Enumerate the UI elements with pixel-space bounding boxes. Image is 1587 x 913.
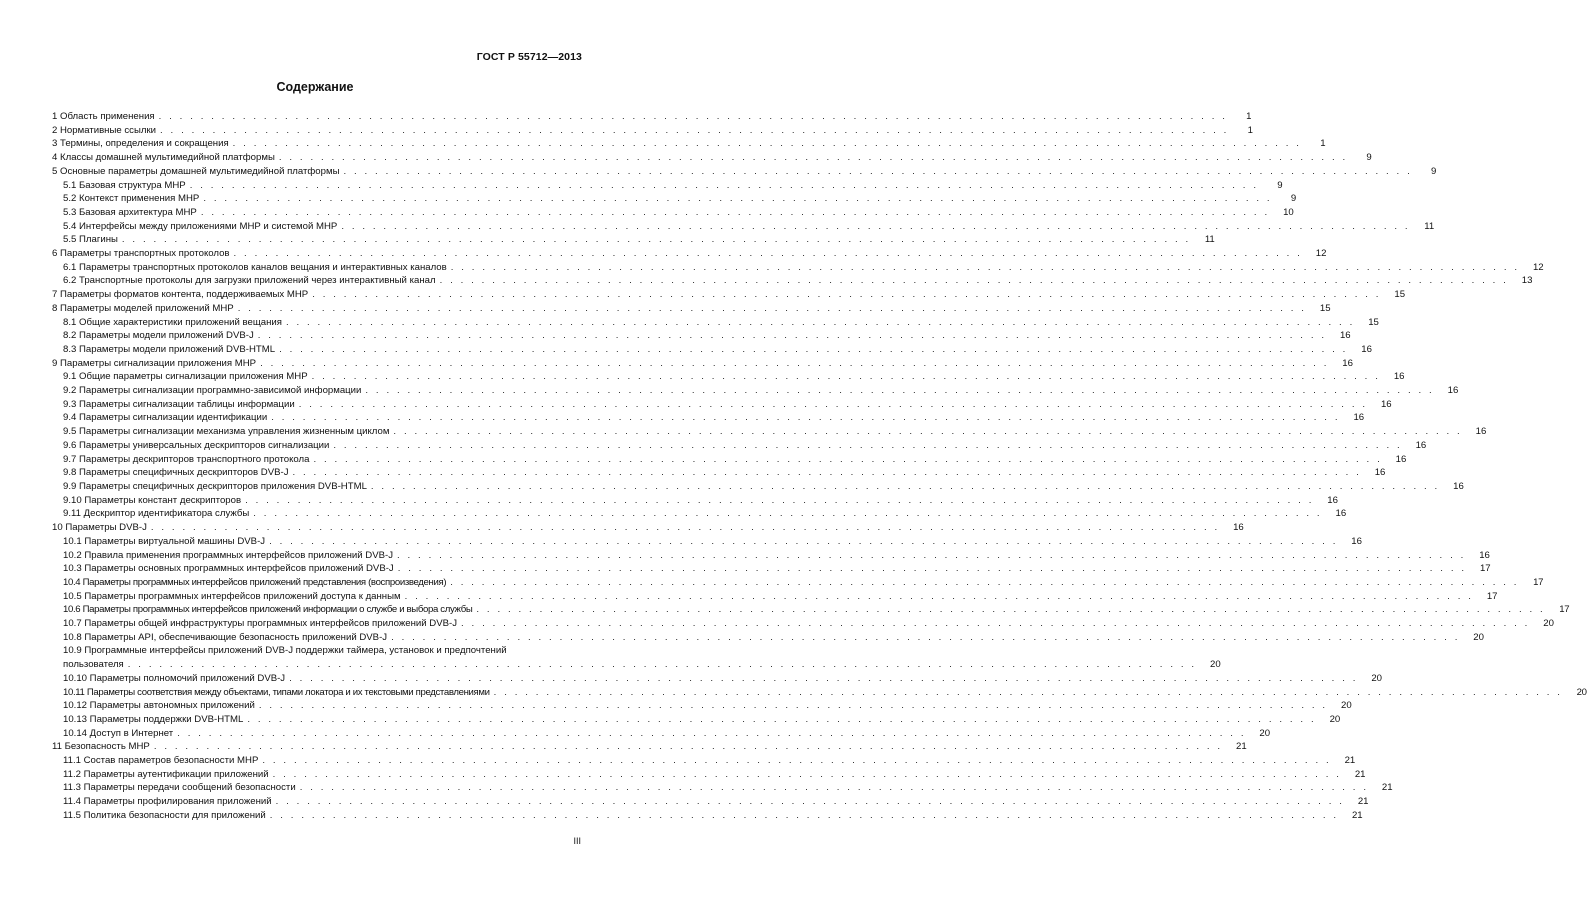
toc-entry-page: 16 [1327, 494, 1338, 506]
toc-entry-page: 21 [1236, 741, 1247, 753]
toc-entry[interactable] [52, 781, 1393, 795]
toc-entry-page: 1 [1247, 124, 1253, 136]
toc-entry-title: 3 Термины, определения и сокращения [52, 138, 229, 150]
toc-entry-page: 1 [1246, 111, 1252, 122]
toc-leader-dots: . . . . . . . . . . . . . . . . . . . . . . . . . . . . . . . . . . . . . . . . . . . . . . . . . . . . . . . . . . . . . . . . . . . . . . . . . . . . . . . . . . . . . . . . . . . . . . . . . . . . . . [450, 261, 1520, 273]
toc-entry-title: 10.12 Параметры автономных приложений [63, 700, 255, 712]
toc-entry[interactable] [52, 316, 1379, 330]
toc-entry-page: 16 [1233, 522, 1244, 534]
toc-leader-dots: . . . . . . . . . . . . . . . . . . . . . . . . . . . . . . . . . . . . . . . . . . . . . . . . . . . . . . . . . . . . . . . . . . . . . . . . . . . . . . . . . . . . . . . . . . . . . . . . . . . . . . [189, 179, 1259, 191]
toc-entry-title: 5.2 Контекст применения МНР [63, 193, 200, 205]
table-of-contents [52, 110, 1587, 823]
toc-leader-dots: . . . . . . . . . . . . . . . . . . . . . . . . . . . . . . . . . . . . . . . . . . . . . . . . . . . . . . . . . . . . . . . . . . . . . . . . . . . . . . . . . . . . . . . . . . . . . . . . . . . . . . [439, 275, 1509, 287]
toc-leader-dots: . . . . . . . . . . . . . . . . . . . . . . . . . . . . . . . . . . . . . . . . . . . . . . . . . . . . . . . . . . . . . . . . . . . . . . . . . . . . . . . . . . . . . . . . . . . . . . . . . . . . . . [397, 549, 1466, 561]
toc-leader-dots: . . . . . . . . . . . . . . . . . . . . . . . . . . . . . . . . . . . . . . . . . . . . . . . . . . . . . . . . . . . . . . . . . . . . . . . . . . . . . . . . . . . . . . . . . . . . . . . . . . . . . . [203, 193, 1273, 205]
toc-entry[interactable] [52, 261, 1544, 275]
toc-entry[interactable] [52, 247, 1327, 261]
toc-entry-page: 11 [1204, 234, 1215, 246]
toc-entry-page: 9 [1277, 179, 1283, 191]
toc-entry[interactable] [52, 480, 1464, 494]
toc-leader-dots: . . . . . . . . . . . . . . . . . . . . . . . . . . . . . . . . . . . . . . . . . . . . . . . . . . . . . . . . . . . . . . . . . . . . . . . . . . . . . . . . . . . . . . . . . . . . . . . . . . . . . . [343, 165, 1413, 177]
toc-entry-title: 10.4 Параметры программных интерфейсов приложений представления (воспроизведения) [63, 576, 447, 588]
toc-entry[interactable] [52, 124, 1253, 138]
toc-entry-title: 10.10 Параметры полномочий приложений DVB-J [63, 672, 286, 684]
document-id: ГОСТ Р 55712—2013 [476, 51, 582, 63]
toc-entry[interactable] [52, 411, 1365, 425]
toc-entry-page: 21 [1351, 809, 1363, 821]
toc-entry-page: 16 [1380, 398, 1392, 410]
toc-entry-page: 21 [1381, 782, 1393, 794]
toc-leader-dots: . . . . . . . . . . . . . . . . . . . . . . . . . . . . . . . . . . . . . . . . . . . . . . . . . . . . . . . . . . . . . . . . . . . . . . . . . . . . . . . . . . . . . . . . . . . . . . . . . . . . . . [253, 508, 1323, 520]
toc-entry-page: 17 [1479, 563, 1491, 575]
toc-entry-title: 8.2 Параметры модели приложений DVB-J [63, 330, 254, 342]
toc-entry-page: 16 [1475, 426, 1487, 438]
toc-entry-title: 5.4 Интерфейсы между приложениями МНР и системой МНР [63, 220, 338, 232]
toc-entry-title: 5 Основные параметры домашней мультимедийной платформы [52, 165, 340, 177]
toc-entry[interactable] [52, 439, 1427, 453]
toc-entry-title: 5.3 Базовая архитектура МНР [63, 206, 197, 218]
toc-entry-title: 7 Параметры форматов контента, поддерживаемых МНР [52, 289, 309, 301]
toc-leader-dots: . . . . . . . . . . . . . . . . . . . . . . . . . . . . . . . . . . . . . . . . . . . . . . . . . . . . . . . . . . . . . . . . . . . . . . . . . . . . . . . . . . . . . . . . . . . . . . . . . . . . . . [258, 700, 1328, 712]
toc-entry-page: 15 [1394, 289, 1406, 301]
toc-entry[interactable] [52, 740, 1247, 754]
toc-leader-dots: . . . . . . . . . . . . . . . . . . . . . . . . . . . . . . . . . . . . . . . . . . . . . . . . . . . . . . . . . . . . . . . . . . . . . . . . . . . . . . . . . . . . . . . . . . . . . . . . . . . . . . [292, 467, 1362, 479]
toc-entry[interactable] [52, 398, 1392, 412]
toc-entry[interactable] [52, 274, 1533, 288]
toc-entry[interactable] [52, 549, 1490, 563]
toc-entry-title: 4 Классы домашней мультимедийной платформы [52, 152, 275, 164]
toc-leader-dots: . . . . . . . . . . . . . . . . . . . . . . . . . . . . . . . . . . . . . . . . . . . . . . . . . . . . . . . . . . . . . . . . . . . . . . . . . . . . . . . . . . . . . . . . . . . . . . . . . . . . . . [160, 124, 1229, 136]
toc-leader-dots: . . . . . . . . . . . . . . . . . . . . . . . . . . . . . . . . . . . . . . . . . . . . . . . . . . . . . . . . . . . . . . . . . . . . . . . . . . . . . . . . . . . . . . . . . . . . . . . . . . . . . . [275, 796, 1345, 808]
toc-entry-title: 8 Параметры моделей приложений МНР [52, 302, 234, 314]
toc-entry-page: 16 [1342, 357, 1353, 369]
toc-leader-dots: . . . . . . . . . . . . . . . . . . . . . . . . . . . . . . . . . . . . . . . . . . . . . . . . . . . . . . . . . . . . . . . . . . . . . . . . . . . . . . . . . . . . . . . . . . . . . . . . . . . . . . [391, 631, 1460, 643]
toc-entry-page: 17 [1486, 590, 1498, 602]
toc-entry[interactable] [52, 521, 1244, 535]
toc-entry[interactable] [52, 233, 1215, 247]
toc-entry-page: 16 [1335, 508, 1347, 520]
toc-entry[interactable] [52, 151, 1372, 165]
toc-leader-dots: . . . . . . . . . . . . . . . . . . . . . . . . . . . . . . . . . . . . . . . . . . . . . . . . . . . . . . . . . . . . . . . . . . . . . . . . . . . . . . . . . . . . . . . . . . . . . . . . . . . . . . [121, 234, 1191, 246]
toc-entry-page: 20 [1371, 672, 1382, 684]
toc-entry[interactable] [52, 809, 1363, 823]
toc-leader-dots: . . . . . . . . . . . . . . . . . . . . . . . . . . . . . . . . . . . . . . . . . . . . . . . . . . . . . . . . . . . . . . . . . . . . . . . . . . . . . . . . . . . . . . . . . . . . . . . . . . . . . . [247, 713, 1317, 725]
toc-leader-dots: . . . . . . . . . . . . . . . . . . . . . . . . . . . . . . . . . . . . . . . . . . . . . . . . . . . . . . . . . . . . . . . . . . . . . . . . . . . . . . . . . . . . . . . . . . . . . . . . . . . . . . [257, 330, 1327, 342]
toc-entry-title: 10.8 Параметры API, обеспечивающие безопасность приложений DVB-J [63, 631, 388, 643]
toc-entry-title: пользователя [63, 659, 124, 671]
toc-entry-title: 2 Нормативные ссылки [52, 124, 157, 136]
toc-leader-dots: . . . . . . . . . . . . . . . . . . . . . . . . . . . . . . . . . . . . . . . . . . . . . . . . . . . . . . . . . . . . . . . . . . . . . . . . . . . . . . . . . . . . . . . . . . . . . . . . . . . . . . [233, 248, 1303, 260]
toc-entry-page: 20 [1341, 700, 1352, 712]
toc-leader-dots: . . . . . . . . . . . . . . . . . . . . . . . . . . . . . . . . . . . . . . . . . . . . . . . . . . . . . . . . . . . . . . . . . . . . . . . . . . . . . . . . . . . . . . . . . . . . . . . . . . . . . . [299, 782, 1369, 794]
toc-entry-title: 9.1 Общие параметры сигнализации приложения МНР [63, 371, 308, 383]
toc-leader-dots: . . . . . . . . . . . . . . . . . . . . . . . . . . . . . . . . . . . . . . . . . . . . . . . . . . . . . . . . . . . . . . . . . . . . . . . . . . . . . . . . . . . . . . . . . . . . . . . . . . . . . . [158, 111, 1228, 122]
toc-entry-page: 16 [1479, 549, 1490, 561]
toc-leader-dots: . . . . . . . . . . . . . . . . . . . . . . . . . . . . . . . . . . . . . . . . . . . . . . . . . . . . . . . . . . . . . . . . . . . . . . . . . . . . . . . . . . . . . . . . . . . . . . . . . . . . . . [493, 686, 1563, 698]
toc-entry-page: 21 [1344, 755, 1356, 767]
toc-entry[interactable] [52, 713, 1341, 727]
toc-entry-title: 9.9 Параметры специфичных дескрипторов приложения DVB-HTML [63, 480, 367, 492]
toc-entry[interactable] [52, 384, 1459, 398]
toc-entry[interactable] [52, 494, 1338, 508]
toc-leader-dots: . . . . . . . . . . . . . . . . . . . . . . . . . . . . . . . . . . . . . . . . . . . . . . . . . . . . . . . . . . . . . . . . . . . . . . . . . . . . . . . . . . . . . . . . . . . . . . . . . . . . . . [245, 494, 1314, 506]
toc-entry[interactable] [52, 288, 1406, 302]
toc-leader-dots: . . . . . . . . . . . . . . . . . . . . . . . . . . . . . . . . . . . . . . . . . . . . . . . . . . . . . . . . . . . . . . . . . . . . . . . . . . . . . . . . . . . . . . . . . . . . . . . . . . . . . . [127, 659, 1197, 671]
toc-entry[interactable] [52, 165, 1437, 179]
toc-entry-title: 9.6 Параметры универсальных дескрипторов сигнализации [63, 439, 330, 451]
toc-entry-title: 10.14 Доступ в Интернет [63, 727, 174, 739]
toc-entry-page: 12 [1532, 261, 1544, 273]
toc-entry-page: 1 [1320, 138, 1326, 150]
toc-leader-dots: . . . . . . . . . . . . . . . . . . . . . . . . . . . . . . . . . . . . . . . . . . . . . . . . . . . . . . . . . . . . . . . . . . . . . . . . . . . . . . . . . . . . . . . . . . . . . . . . . . . . . . [312, 289, 1382, 301]
toc-entry-title: 10.7 Параметры общей инфраструктуры программных интерфейсов приложений DVB-J [63, 618, 458, 630]
toc-entry[interactable] [52, 179, 1283, 193]
toc-leader-dots: . . . . . . . . . . . . . . . . . . . . . . . . . . . . . . . . . . . . . . . . . . . . . . . . . . . . . . . . . . . . . . . . . . . . . . . . . . . . . . . . . . . . . . . . . . . . . . . . . . . . . . [393, 426, 1463, 438]
toc-entry-page: 20 [1209, 659, 1221, 671]
toc-entry[interactable] [52, 562, 1491, 576]
toc-entry-title: 9.2 Параметры сигнализации программно-зависимой информации [63, 385, 362, 397]
toc-entry[interactable] [52, 453, 1407, 467]
toc-entry[interactable] [52, 466, 1386, 480]
toc-entry-page: 16 [1393, 371, 1405, 383]
toc-entry-page: 16 [1339, 330, 1351, 342]
toc-entry[interactable] [52, 768, 1366, 782]
toc-entry[interactable] [52, 603, 1570, 617]
toc-entry-title: 9.3 Параметры сигнализации таблицы информации [63, 398, 295, 410]
toc-entry[interactable] [52, 754, 1356, 768]
toc-leader-dots: . . . . . . . . . . . . . . . . . . . . . . . . . . . . . . . . . . . . . . . . . . . . . . . . . . . . . . . . . . . . . . . . . . . . . . . . . . . . . . . . . . . . . . . . . . . . . . . . . . . . . . [271, 412, 1341, 424]
toc-leader-dots: . . . . . . . . . . . . . . . . . . . . . . . . . . . . . . . . . . . . . . . . . . . . . . . . . . . . . . . . . . . . . . . . . . . . . . . . . . . . . . . . . . . . . . . . . . . . . . . . . . . . . . [260, 357, 1329, 369]
toc-entry-page: 16 [1447, 385, 1459, 397]
toc-entry-title: 11.5 Политика безопасности для приложений [63, 809, 266, 821]
toc-entry-title: 10.1 Параметры виртуальной машины DVB-J [63, 535, 266, 547]
toc-entry-page: 21 [1357, 796, 1369, 808]
toc-leader-dots: . . . . . . . . . . . . . . . . . . . . . . . . . . . . . . . . . . . . . . . . . . . . . . . . . . . . . . . . . . . . . . . . . . . . . . . . . . . . . . . . . . . . . . . . . . . . . . . . . . . . . . [272, 768, 1342, 780]
toc-entry-page: 9 [1290, 193, 1297, 205]
toc-entry-title: 9.11 Дескриптор идентификатора службы [63, 508, 250, 520]
toc-entry-page: 17 [1533, 576, 1544, 588]
toc-entry-page: 21 [1354, 768, 1366, 780]
toc-leader-dots: . . . . . . . . . . . . . . . . . . . . . . . . . . . . . . . . . . . . . . . . . . . . . . . . . . . . . . . . . . . . . . . . . . . . . . . . . . . . . . . . . . . . . . . . . . . . . . . . . . . . . . [404, 590, 1474, 602]
toc-entry-title: 10.11 Параметры соответствия между объектами, типами локатора и их текстовыми представлениями [63, 686, 490, 698]
toc-entry-page: 12 [1315, 248, 1327, 260]
toc-entry-page: 17 [1559, 604, 1570, 616]
toc-entry[interactable] [52, 192, 1297, 206]
toc-entry-page: 20 [1329, 713, 1341, 725]
toc-entry[interactable] [52, 576, 1544, 590]
toc-leader-dots: . . . . . . . . . . . . . . . . . . . . . . . . . . . . . . . . . . . . . . . . . . . . . . . . . . . . . . . . . . . . . . . . . . . . . . . . . . . . . . . . . . . . . . . . . . . . . . . . . . . . . . [232, 138, 1302, 150]
toc-entry-page: 16 [1351, 535, 1362, 547]
toc-leader-dots: . . . . . . . . . . . . . . . . . . . . . . . . . . . . . . . . . . . . . . . . . . . . . . . . . . . . . . . . . . . . . . . . . . . . . . . . . . . . . . . . . . . . . . . . . . . . . . . . . . . . . . [370, 480, 1440, 492]
toc-leader-dots: . . . . . . . . . . . . . . . . . . . . . . . . . . . . . . . . . . . . . . . . . . . . . . . . . . . . . . . . . . . . . . . . . . . . . . . . . . . . . . . . . . . . . . . . . . . . . . . . . . . . . . [153, 741, 1223, 753]
toc-entry[interactable] [52, 535, 1362, 549]
toc-entry-title: 8.3 Параметры модели приложений DVB-HTML [63, 343, 276, 355]
toc-entry[interactable] [52, 425, 1487, 439]
toc-leader-dots: . . . . . . . . . . . . . . . . . . . . . . . . . . . . . . . . . . . . . . . . . . . . . . . . . . . . . . . . . . . . . . . . . . . . . . . . . . . . . . . . . . . . . . . . . . . . . . . . . . . . . . [269, 535, 1338, 547]
toc-entry-title: 10.13 Параметры поддержки DVB-HTML [63, 713, 244, 725]
toc-entry-page: 20 [1259, 727, 1271, 739]
toc-entry-title: 10.9 Программные интерфейсы приложений DVB-J поддержки таймера, установок и предпочтений [63, 645, 507, 657]
toc-entry[interactable] [52, 644, 584, 658]
toc-leader-dots: . . . . . . . . . . . . . . . . . . . . . . . . . . . . . . . . . . . . . . . . . . . . . . . . . . . . . . . . . . . . . . . . . . . . . . . . . . . . . . . . . . . . . . . . . . . . . . . . . . . . . . [237, 302, 1307, 314]
toc-entry-title: 9 Параметры сигнализации приложения МНР [52, 357, 257, 369]
toc-entry[interactable] [52, 220, 1435, 234]
toc-entry-title: 8.1 Общие характеристики приложений вещания [63, 316, 282, 328]
toc-leader-dots: . . . . . . . . . . . . . . . . . . . . . . . . . . . . . . . . . . . . . . . . . . . . . . . . . . . . . . . . . . . . . . . . . . . . . . . . . . . . . . . . . . . . . . . . . . . . . . . . . . . . . . [269, 809, 1339, 821]
toc-entry-title: 9.5 Параметры сигнализации механизма управления жизненным циклом [63, 426, 390, 438]
toc-entry-title: 9.7 Параметры дескрипторов транспортного протокола [63, 453, 310, 465]
toc-leader-dots: . . . . . . . . . . . . . . . . . . . . . . . . . . . . . . . . . . . . . . . . . . . . . . . . . . . . . . . . . . . . . . . . . . . . . . . . . . . . . . . . . . . . . . . . . . . . . . . . . . . . . . [279, 343, 1348, 355]
toc-entry[interactable] [52, 507, 1347, 521]
toc-leader-dots: . . . . . . . . . . . . . . . . . . . . . . . . . . . . . . . . . . . . . . . . . . . . . . . . . . . . . . . . . . . . . . . . . . . . . . . . . . . . . . . . . . . . . . . . . . . . . . . . . . . . . . [311, 371, 1381, 383]
toc-entry-page: 9 [1366, 152, 1372, 164]
toc-entry-continuation[interactable] [52, 658, 1221, 672]
page-title: Содержание [276, 80, 354, 94]
toc-entry-page: 16 [1361, 343, 1372, 355]
page-number: III [573, 836, 581, 846]
toc-entry[interactable] [52, 795, 1369, 809]
toc-entry-title: 10.6 Параметры программных интерфейсов приложений информации о службе и выбора службы [63, 604, 473, 616]
toc-entry-page: 20 [1473, 631, 1484, 643]
toc-entry[interactable] [52, 110, 1252, 124]
toc-entry[interactable] [52, 206, 1294, 220]
toc-entry-title: 1 Область применения [52, 111, 155, 122]
toc-entry-page: 16 [1395, 453, 1407, 465]
toc-leader-dots: . . . . . . . . . . . . . . . . . . . . . . . . . . . . . . . . . . . . . . . . . . . . . . . . . . . . . . . . . . . . . . . . . . . . . . . . . . . . . . . . . . . . . . . . . . . . . . . . . . . . . . [365, 385, 1435, 397]
toc-entry-page: 16 [1374, 467, 1386, 479]
toc-entry[interactable] [52, 302, 1331, 316]
toc-leader-dots: . . . . . . . . . . . . . . . . . . . . . . . . . . . . . . . . . . . . . . . . . . . . . . . . . . . . . . . . . . . . . . . . . . . . . . . . . . . . . . . . . . . . . . . . . . . . . . . . . . . . . . [262, 755, 1332, 767]
toc-entry-page: 16 [1415, 439, 1427, 451]
toc-leader-dots: . . . . . . . . . . . . . . . . . . . . . . . . . . . . . . . . . . . . . . . . . . . . . . . . . . . . . . . . . . . . . . . . . . . . . . . . . . . . . . . . . . . . . . . . . . . . . . . . . . . . . . [285, 316, 1355, 328]
toc-entry-title: 11.2 Параметры аутентификации приложений [63, 768, 269, 780]
toc-entry-page: 16 [1353, 412, 1365, 424]
toc-entry[interactable] [52, 329, 1351, 343]
toc-entry-title: 6 Параметры транспортных протоколов [52, 248, 230, 260]
toc-entry-title: 6.2 Транспортные протоколы для загрузки приложений через интерактивный канал [63, 275, 436, 287]
toc-entry[interactable] [52, 357, 1353, 371]
toc-entry-title: 9.8 Параметры специфичных дескрипторов DVB-J [63, 467, 289, 479]
toc-entry-page: 16 [1453, 480, 1464, 492]
toc-entry-page: 10 [1283, 206, 1294, 218]
toc-entry-page: 15 [1368, 316, 1379, 328]
toc-entry-title: 11.3 Параметры передачи сообщений безопасности [63, 782, 296, 794]
toc-entry[interactable] [52, 137, 1326, 151]
toc-leader-dots: . . . . . . . . . . . . . . . . . . . . . . . . . . . . . . . . . . . . . . . . . . . . . . . . . . . . . . . . . . . . . . . . . . . . . . . . . . . . . . . . . . . . . . . . . . . . . . . . . . . . . . [200, 206, 1270, 218]
toc-leader-dots: . . . . . . . . . . . . . . . . . . . . . . . . . . . . . . . . . . . . . . . . . . . . . . . . . . . . . . . . . . . . . . . . . . . . . . . . . . . . . . . . . . . . . . . . . . . . . . . . . . . . . . [289, 672, 1358, 684]
toc-leader-dots: . . . . . . . . . . . . . . . . . . . . . . . . . . . . . . . . . . . . . . . . . . . . . . . . . . . . . . . . . . . . . . . . . . . . . . . . . . . . . . . . . . . . . . . . . . . . . . . . . . . . . . [177, 727, 1247, 739]
toc-leader-dots: . . . . . . . . . . . . . . . . . . . . . . . . . . . . . . . . . . . . . . . . . . . . . . . . . . . . . . . . . . . . . . . . . . . . . . . . . . . . . . . . . . . . . . . . . . . . . . . . . . . . . . [150, 522, 1220, 534]
toc-leader-dots: . . . . . . . . . . . . . . . . . . . . . . . . . . . . . . . . . . . . . . . . . . . . . . . . . . . . . . . . . . . . . . . . . . . . . . . . . . . . . . . . . . . . . . . . . . . . . . . . . . . . . . [313, 453, 1383, 465]
toc-entry-title: 5.1 Базовая структура МНР [63, 179, 186, 191]
toc-entry-page: 20 [1543, 618, 1554, 630]
toc-entry-title: 9.4 Параметры сигнализации идентификации [63, 412, 268, 424]
toc-entry-title: 11 Безопасность МНР [52, 741, 150, 753]
toc-entry-title: 11.1 Состав параметров безопасности МНР [63, 755, 259, 767]
toc-entry-title: 10 Параметры DVB-J [52, 522, 147, 534]
toc-leader-dots: . . . . . . . . . . . . . . . . . . . . . . . . . . . . . . . . . . . . . . . . . . . . . . . . . . . . . . . . . . . . . . . . . . . . . . . . . . . . . . . . . . . . . . . . . . . . . . . . . . . . . . [333, 439, 1403, 451]
toc-entry-title: 10.2 Правила применения программных интерфейсов приложений DVB-J [63, 549, 393, 561]
toc-entry[interactable] [52, 686, 1587, 700]
toc-entry-page: 20 [1576, 686, 1587, 698]
toc-entry[interactable] [52, 343, 1372, 357]
toc-leader-dots: . . . . . . . . . . . . . . . . . . . . . . . . . . . . . . . . . . . . . . . . . . . . . . . . . . . . . . . . . . . . . . . . . . . . . . . . . . . . . . . . . . . . . . . . . . . . . . . . . . . . . . [476, 604, 1546, 616]
toc-entry-title: 10.5 Параметры программных интерфейсов приложений доступа к данным [63, 590, 401, 602]
toc-entry[interactable] [52, 699, 1352, 713]
toc-leader-dots: . . . . . . . . . . . . . . . . . . . . . . . . . . . . . . . . . . . . . . . . . . . . . . . . . . . . . . . . . . . . . . . . . . . . . . . . . . . . . . . . . . . . . . . . . . . . . . . . . . . . . . [397, 563, 1467, 575]
toc-entry[interactable] [52, 370, 1405, 384]
toc-leader-dots: . . . . . . . . . . . . . . . . . . . . . . . . . . . . . . . . . . . . . . . . . . . . . . . . . . . . . . . . . . . . . . . . . . . . . . . . . . . . . . . . . . . . . . . . . . . . . . . . . . . . . . [298, 398, 1368, 410]
toc-entry-page: 13 [1521, 275, 1533, 287]
toc-entry-title: 10.3 Параметры основных программных интерфейсов приложений DVB-J [63, 563, 394, 575]
toc-entry[interactable] [52, 631, 1484, 645]
toc-leader-dots: . . . . . . . . . . . . . . . . . . . . . . . . . . . . . . . . . . . . . . . . . . . . . . . . . . . . . . . . . . . . . . . . . . . . . . . . . . . . . . . . . . . . . . . . . . . . . . . . . . . . . . [461, 618, 1530, 630]
toc-entry-page: 15 [1319, 302, 1331, 314]
toc-entry-page: 9 [1431, 165, 1437, 177]
toc-entry-page: 11 [1424, 220, 1435, 232]
toc-leader-dots: . . . . . . . . . . . . . . . . . . . . . . . . . . . . . . . . . . . . . . . . . . . . . . . . . . . . . . . . . . . . . . . . . . . . . . . . . . . . . . . . . . . . . . . . . . . . . . . . . . . . . . [278, 152, 1348, 164]
toc-leader-dots: . . . . . . . . . . . . . . . . . . . . . . . . . . . . . . . . . . . . . . . . . . . . . . . . . . . . . . . . . . . . . . . . . . . . . . . . . . . . . . . . . . . . . . . . . . . . . . . . . . . . . . [450, 576, 1520, 588]
toc-leader-dots: . . . . . . . . . . . . . . . . . . . . . . . . . . . . . . . . . . . . . . . . . . . . . . . . . . . . . . . . . . . . . . . . . . . . . . . . . . . . . . . . . . . . . . . . . . . . . . . . . . . . . . [341, 220, 1411, 232]
toc-entry-title: 11.4 Параметры профилирования приложений [63, 796, 272, 808]
toc-entry[interactable] [52, 727, 1271, 741]
toc-entry-title: 9.10 Параметры констант дескрипторов [63, 494, 242, 506]
toc-entry-title: 5.5 Плагины [63, 234, 118, 246]
toc-entry[interactable] [52, 617, 1554, 631]
toc-entry-title: 6.1 Параметры транспортных протоколов каналов вещания и интерактивных каналов [63, 261, 447, 273]
toc-entry[interactable] [52, 672, 1382, 686]
toc-entry[interactable] [52, 590, 1498, 604]
